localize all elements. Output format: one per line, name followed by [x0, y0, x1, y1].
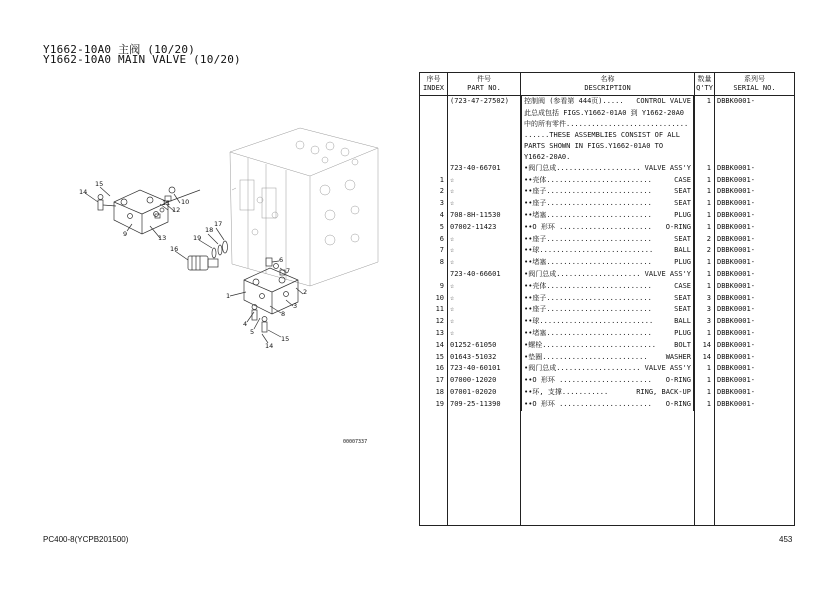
- callout-13: 13: [158, 234, 167, 242]
- cell-index: 5: [420, 222, 448, 234]
- table-row: [420, 186, 795, 198]
- cell-part-no: [448, 108, 521, 130]
- cell-serial: [715, 108, 795, 130]
- cell-part-no: ☆: [448, 175, 521, 187]
- cell-index: [420, 269, 448, 281]
- callout-11: 11: [162, 199, 171, 207]
- cell-description: [521, 281, 694, 293]
- description-en: CASE: [674, 175, 691, 184]
- cell-part-no: ☆: [448, 245, 521, 257]
- footer-model: PC400-8(YCPB201500): [43, 535, 129, 544]
- filler-cell: [521, 411, 695, 526]
- callout-8: 8: [281, 310, 286, 318]
- cell-part-no: ☆: [448, 234, 521, 246]
- description-en: O-RING: [665, 399, 691, 408]
- cell-serial: DBBK0001-: [715, 269, 795, 281]
- table-row: [420, 375, 795, 387]
- cell-part-no: 01643-51032: [448, 352, 521, 364]
- callout-12: 12: [172, 206, 181, 214]
- description-en: VALVE ASS'Y: [644, 269, 691, 278]
- cell-part-no: 709-25-11390: [448, 399, 521, 411]
- cell-part-no: 07002-11423: [448, 222, 521, 234]
- cell-index: [420, 96, 448, 108]
- description-cn: ••座子.........................: [524, 199, 652, 208]
- cell-index: 1: [420, 175, 448, 187]
- cell-qty: 1: [695, 375, 715, 387]
- cell-description: [521, 293, 694, 305]
- cell-index: 19: [420, 399, 448, 411]
- table-row: [420, 175, 795, 187]
- cell-index: [420, 108, 448, 130]
- cell-serial: DBBK0001-: [715, 316, 795, 328]
- exploded-parts-diagram: [0, 0, 420, 460]
- cell-qty: 1: [695, 399, 715, 411]
- description-en: PLUG: [674, 258, 691, 267]
- description-cn: ••座子.........................: [524, 187, 652, 196]
- callout-6: 6: [279, 256, 284, 264]
- filler-cell: [695, 411, 715, 526]
- cell-part-no: ☆: [448, 293, 521, 305]
- description-en: SEAT: [674, 305, 691, 314]
- description-cn: •螺栓...........................: [524, 340, 657, 349]
- description-en: SEAT: [674, 199, 691, 208]
- description-cn: 此总成包括 FIGS.Y1662-01A0 到 Y1662-20A0 中的所有零件.............................: [524, 108, 689, 128]
- cell-part-no: 07001-02020: [448, 387, 521, 399]
- table-row: [420, 399, 795, 411]
- cell-serial: DBBK0001-: [715, 375, 795, 387]
- cell-qty: 1: [695, 198, 715, 210]
- cell-qty: 3: [695, 316, 715, 328]
- cell-index: 9: [420, 281, 448, 293]
- description-cn: ••O 形环 ......................: [524, 399, 652, 408]
- cell-description: [521, 210, 694, 222]
- cell-serial: DBBK0001-: [715, 340, 795, 352]
- cell-description: [521, 108, 694, 130]
- cell-part-no: 07000-12020: [448, 375, 521, 387]
- cell-qty: 2: [695, 245, 715, 257]
- callout-5: 5: [250, 328, 255, 336]
- description-en: CONTROL VALVE: [636, 97, 691, 105]
- cell-serial: DBBK0001-: [715, 175, 795, 187]
- cell-part-no: ☆: [448, 186, 521, 198]
- cell-description: [521, 222, 694, 234]
- cell-description: [521, 269, 694, 281]
- cell-index: 7: [420, 245, 448, 257]
- cell-index: 8: [420, 257, 448, 269]
- cell-description: [521, 340, 694, 352]
- cell-description: [521, 399, 694, 411]
- description-en: O-RING: [665, 222, 691, 231]
- description-en: O-RING: [665, 376, 691, 385]
- cell-serial: DBBK0001-: [715, 328, 795, 340]
- table-filler: [420, 411, 795, 526]
- cell-serial: DBBK0001-: [715, 352, 795, 364]
- table-row: [420, 257, 795, 269]
- cell-serial: DBBK0001-: [715, 304, 795, 316]
- callout-3: 3: [293, 302, 298, 310]
- cell-qty: 2: [695, 234, 715, 246]
- description-en: CASE: [674, 281, 691, 290]
- description-en: SEAT: [674, 293, 691, 302]
- cell-serial: DBBK0001-: [715, 186, 795, 198]
- cell-description: [521, 163, 694, 175]
- description-en: SEAT: [674, 234, 691, 243]
- description-cn: ••O 形环 ......................: [524, 376, 652, 385]
- callout-14-upper: 14: [79, 188, 88, 196]
- table-row: [420, 234, 795, 246]
- cell-description: [521, 130, 694, 163]
- table-row: [420, 304, 795, 316]
- cell-qty: 1: [695, 328, 715, 340]
- callout-9: 9: [123, 230, 128, 238]
- cell-qty: 1: [695, 175, 715, 187]
- cell-qty: [695, 108, 715, 130]
- cell-part-no: [448, 130, 521, 163]
- cell-index: 10: [420, 293, 448, 305]
- cell-description: [521, 316, 694, 328]
- parts-table: [419, 72, 795, 526]
- description-cn: •垫圈.........................: [524, 352, 648, 361]
- callout-16: 16: [170, 245, 179, 253]
- description-en: WASHER: [665, 352, 691, 361]
- description-cn: ••O 形环 ......................: [524, 222, 652, 231]
- table-header: [420, 73, 795, 96]
- description-cn: •阀门总成....................: [524, 364, 641, 373]
- description-cn: ••壳体.........................: [524, 281, 652, 290]
- callout-14-lower: 14: [265, 342, 274, 350]
- cell-index: [420, 130, 448, 163]
- drawing-code: 00007337: [343, 439, 368, 445]
- cell-qty: 3: [695, 293, 715, 305]
- description-en: VALVE ASS'Y: [644, 163, 691, 172]
- cell-serial: DBBK0001-: [715, 222, 795, 234]
- page-title-cn: Y1662-10A0 主阀 (10/20): [43, 43, 196, 56]
- header-index: 序号 INDEX: [420, 73, 448, 96]
- cell-index: 3: [420, 198, 448, 210]
- description-en: PLUG: [674, 210, 691, 219]
- cell-index: 2: [420, 186, 448, 198]
- header-part-no: 件号 PART NO.: [448, 73, 521, 96]
- table-row: [420, 108, 795, 130]
- table-row: [420, 293, 795, 305]
- description-cn: •阀门总成....................: [524, 163, 641, 172]
- header-qty: 数量 Q'TY: [695, 73, 715, 96]
- callout-2: 2: [303, 288, 308, 296]
- table-row: [420, 316, 795, 328]
- description-cn: ••堵塞.........................: [524, 328, 652, 337]
- cell-qty: 1: [695, 257, 715, 269]
- description-cn: ••球...........................: [524, 317, 654, 326]
- cell-index: 6: [420, 234, 448, 246]
- cell-part-no: 708-8H-11530: [448, 210, 521, 222]
- cell-description: [521, 387, 694, 399]
- cell-qty: 1: [695, 222, 715, 234]
- cell-description: [521, 257, 694, 269]
- cell-description: [521, 234, 694, 246]
- cell-qty: 14: [695, 352, 715, 364]
- table-row: [420, 387, 795, 399]
- table-row: [420, 163, 795, 175]
- filler-cell: [715, 411, 795, 526]
- table-row: [420, 130, 795, 163]
- cell-qty: [695, 130, 715, 163]
- description-en: SEAT: [674, 187, 691, 196]
- table-row: [420, 198, 795, 210]
- table-row: [420, 352, 795, 364]
- cell-serial: DBBK0001-: [715, 96, 795, 108]
- cell-part-no: ☆: [448, 257, 521, 269]
- description-cn: •阀门总成....................: [524, 269, 641, 278]
- cell-index: 17: [420, 375, 448, 387]
- cell-qty: 1: [695, 163, 715, 175]
- callout-15-lower: 15: [281, 335, 290, 343]
- description-cn: ••座子.........................: [524, 293, 652, 302]
- cell-index: 14: [420, 340, 448, 352]
- filler-cell: [420, 411, 448, 526]
- cell-index: 12: [420, 316, 448, 328]
- table-row: [420, 96, 795, 108]
- cell-description: [521, 328, 694, 340]
- callout-15-upper: 15: [95, 180, 104, 188]
- description-cn: ••座子.........................: [524, 305, 652, 314]
- table-row: [420, 210, 795, 222]
- description-en: BALL: [674, 317, 691, 326]
- callout-17: 17: [214, 220, 223, 228]
- description-cn: ••壳体.........................: [524, 175, 652, 184]
- cell-qty: 1: [695, 387, 715, 399]
- cell-serial: DBBK0001-: [715, 210, 795, 222]
- callout-4: 4: [243, 320, 248, 328]
- cell-part-no: 723-40-60101: [448, 363, 521, 375]
- cell-serial: DBBK0001-: [715, 399, 795, 411]
- cell-qty: 1: [695, 281, 715, 293]
- table-row: [420, 245, 795, 257]
- cell-description: [521, 375, 694, 387]
- description-cn: ......THESE ASSEMBLIES CONSIST OF ALL PARTS SHOWN IN FIGS.Y1662-01A0 TO Y1662-20A0.: [524, 130, 680, 161]
- cell-index: 18: [420, 387, 448, 399]
- cell-description: [521, 198, 694, 210]
- description-en: RING, BACK-UP: [636, 387, 691, 396]
- cell-part-no: ☆: [448, 281, 521, 293]
- cell-part-no: ☆: [448, 328, 521, 340]
- cell-description: [521, 186, 694, 198]
- description-cn: 控制阀 (参看第 444页).....: [524, 97, 624, 105]
- cell-qty: 3: [695, 304, 715, 316]
- header-description: 名称 DESCRIPTION: [521, 73, 695, 96]
- cell-serial: DBBK0001-: [715, 234, 795, 246]
- cell-qty: 1: [695, 186, 715, 198]
- cell-qty: 1: [695, 210, 715, 222]
- cell-index: 4: [420, 210, 448, 222]
- cell-serial: DBBK0001-: [715, 163, 795, 175]
- cell-serial: DBBK0001-: [715, 198, 795, 210]
- cell-serial: DBBK0001-: [715, 245, 795, 257]
- callout-1: 1: [226, 292, 231, 300]
- cell-part-no: 723-40-66601: [448, 269, 521, 281]
- cell-description: [521, 96, 694, 108]
- cell-index: 15: [420, 352, 448, 364]
- description-cn: ••座子.........................: [524, 234, 652, 243]
- cell-part-no: 01252-61050: [448, 340, 521, 352]
- cell-description: [521, 245, 694, 257]
- description-cn: ••球...........................: [524, 246, 654, 255]
- cell-part-no: ☆: [448, 316, 521, 328]
- cell-serial: DBBK0001-: [715, 281, 795, 293]
- cell-part-no: ☆: [448, 198, 521, 210]
- table-row: [420, 363, 795, 375]
- table-row: [420, 281, 795, 293]
- cell-qty: 1: [695, 363, 715, 375]
- table-row: [420, 222, 795, 234]
- cell-description: [521, 175, 694, 187]
- cell-description: [521, 363, 694, 375]
- description-en: PLUG: [674, 328, 691, 337]
- cell-part-no: 723-40-66701: [448, 163, 521, 175]
- callout-7: 7: [286, 267, 291, 275]
- callout-10: 10: [181, 198, 190, 206]
- table-row: [420, 269, 795, 281]
- cell-qty: 1: [695, 96, 715, 108]
- description-en: BALL: [674, 246, 691, 255]
- cell-index: 16: [420, 363, 448, 375]
- cell-description: [521, 352, 694, 364]
- cell-serial: DBBK0001-: [715, 387, 795, 399]
- header-serial: 系列号 SERIAL NO.: [715, 73, 795, 96]
- description-cn: ••堵塞.........................: [524, 258, 652, 267]
- cell-part-no: ☆: [448, 304, 521, 316]
- cell-index: [420, 163, 448, 175]
- footer-page-number: 453: [779, 535, 793, 544]
- cell-qty: 1: [695, 269, 715, 281]
- cell-part-no: (723-47-27502): [448, 96, 521, 108]
- callout-19: 19: [193, 234, 202, 242]
- description-cn: ••堵塞.........................: [524, 210, 652, 219]
- cell-serial: DBBK0001-: [715, 257, 795, 269]
- cell-index: 11: [420, 304, 448, 316]
- cell-serial: [715, 130, 795, 163]
- description-en: VALVE ASS'Y: [644, 364, 691, 373]
- cell-qty: 14: [695, 340, 715, 352]
- callout-18: 18: [205, 226, 214, 234]
- cell-serial: DBBK0001-: [715, 363, 795, 375]
- description-cn: ••环, 支撑...........: [524, 387, 609, 396]
- table-row: [420, 340, 795, 352]
- page-title-en: Y1662-10A0 MAIN VALVE (10/20): [43, 53, 241, 66]
- filler-cell: [448, 411, 521, 526]
- cell-description: [521, 304, 694, 316]
- cell-serial: DBBK0001-: [715, 293, 795, 305]
- table-row: [420, 328, 795, 340]
- description-en: BOLT: [674, 340, 691, 349]
- cell-index: 13: [420, 328, 448, 340]
